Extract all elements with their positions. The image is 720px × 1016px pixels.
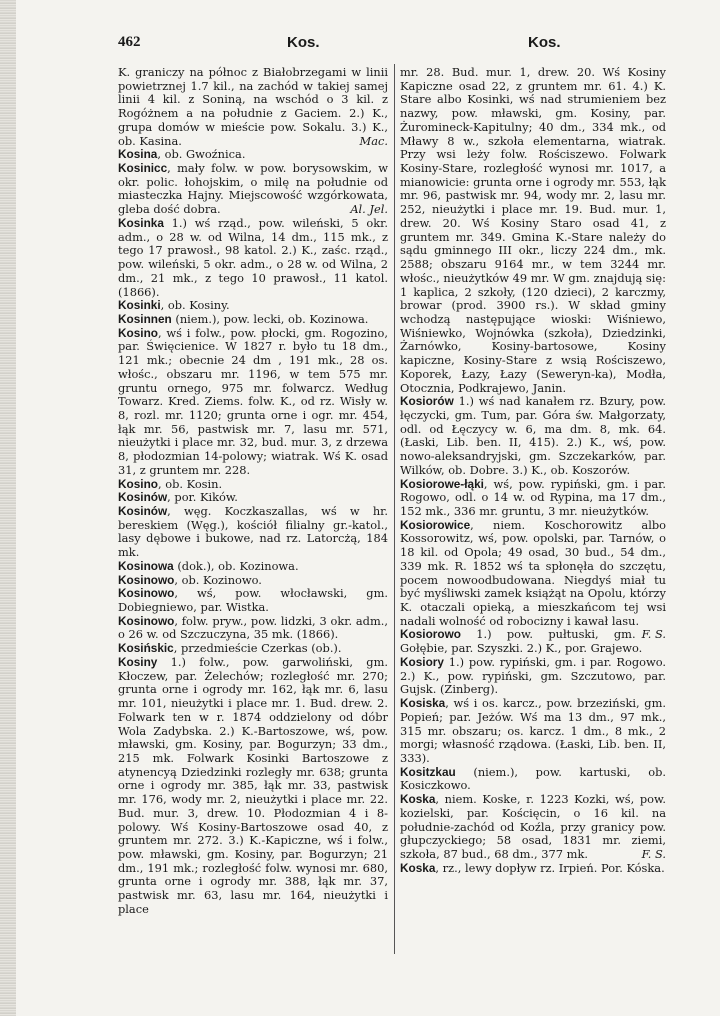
dictionary-entry xyxy=(118,327,388,478)
dictionary-entry xyxy=(118,560,388,574)
entry-headword: Kosinicc xyxy=(118,161,168,176)
dictionary-entry xyxy=(118,656,388,917)
entry-text: (niem.), pow. lecki, ob. Kozinowa. xyxy=(171,311,369,326)
entry-headword: Kositzkau xyxy=(400,764,456,779)
column-divider xyxy=(394,64,395,954)
entry-text: (niem.), pow. kartuski, ob. Kosiczkowo. xyxy=(400,764,666,793)
entry-headword: Kosinnen xyxy=(118,311,172,326)
entry-headword: Kosinki xyxy=(118,298,161,313)
entry-headword: Kosiorów xyxy=(400,394,454,409)
dictionary-entry xyxy=(400,697,666,766)
dictionary-entry xyxy=(118,587,388,614)
entry-headword: Kosiska xyxy=(400,696,446,711)
dictionary-entry xyxy=(118,574,388,588)
dictionary-entry xyxy=(118,217,388,299)
entry-text: K. graniczy na północ z Białobrzegami w linii powietrznej 1.7 kil., na zachód w takiej samej linii 4 kil. z Soniną, na wschód o 3 kil. z Rogóżnem a na południe z Gaciem. 2.) K., grupa domów w mieście pow. Sokalu. 3.) K., ob. Kasina. xyxy=(118,65,388,148)
entry-text: , wś i os. karcz., pow. brzeziński, gm. Popień; par. Jeżów. Wś ma 13 dm., 97 mk., 315 mr. obszaru; os. karcz. 1 dm., 8 mk., 2 morgi; własność rządowa. (Łaski, Lib. ben. II, 333). xyxy=(400,696,666,765)
entry-text: , wś, pow. rypiński, gm. i par. Rogowo, odl. o 14 w. od Rypina, ma 17 dm., 152 mk., 336 mr. gruntu, 3 mr. nieużytków. xyxy=(400,476,666,518)
entry-text: , ob. Kosiny. xyxy=(160,298,230,313)
dictionary-entry xyxy=(400,478,666,519)
dictionary-entry xyxy=(118,615,388,642)
entry-text: 1.) pow. pułtuski, gm. Gołębie, par. Szyszki. 2.) K., por. Grajewo. xyxy=(400,627,643,656)
entry-text: 1.) folw., pow. garwoliński, gm. Kłoczew, par. Żelechów; rozległość mr. 270; grunta orne i ogrody mr. 162, łąk mr. 6, lasu mr. 101, nieużytki i place mr. 1. Bud. drew. 2. Folwark ten w r. 1874 oddzielony od dóbr Wola Zadybska. 2.) K.-Bartoszowe, wś, pow. mławski, gm. Kosiny, par. Bogurzyn; 33 dm., 215 mk. Folwark Kosinki Bartoszowe z atynencyą Dziedzinki rozległy mr. 638; grunta orne i ogrody mr. 385, łąk mr. 33, pastwisk mr. 176, wody mr. 2, nieużytki i place mr. 22. Bud. mur. 3, drew. 10. Płodozmian 4 i 8-polowy. Wś Kosiny-Bartoszowe osad 40, z gruntem mr. 272. 3.) K.-Kapiczne, wś i folw., pow. mławski, gm. Kosiny, par. Bogurzyn; 21 dm., 191 mk.; rozległość folw. wynosi mr. 680, grunta orne i ogrody mr. 388, łąk mr. 37, pastwisk mr. 63, lasu mr. 164, nieużytki i place xyxy=(118,654,388,916)
dictionary-entry xyxy=(400,66,666,395)
entry-text: , ob. Kozinowo. xyxy=(174,572,262,587)
entry-headword: Kosinowa xyxy=(118,558,174,573)
dictionary-entry xyxy=(118,148,388,162)
author-signature: Al. Jel. xyxy=(350,202,388,217)
entry-text: , niem. Koske, r. 1223 Kozki, wś, pow. kozielski, par. Kościęcin, o 16 kil. na południe-zachód od Koźla, przy granicy pow. głupczyckiego; 58 osad, 1831 mr. ziemi, szkoła, 87 bud., 68 dm., 377 mk. xyxy=(400,792,666,861)
entry-headword: Kosiorowe-łąki xyxy=(400,476,484,491)
author-signature: F. S. xyxy=(641,627,666,642)
dictionary-entry xyxy=(118,491,388,505)
entry-headword: Kosino xyxy=(118,476,158,491)
entry-text: 1.) pow. rypiński, gm. i par. Rogowo. 2.) K., pow. rypiński, gm. Szczutowo, par. Gujsk. (Zinberg). xyxy=(400,654,666,697)
entry-text: 1.) wś nad kanałem rz. Bzury, pow. łęczycki, gm. Tum, par. Góra św. Małgorzaty, odl. od Łęczycy w. 6, ma dm. 8, mk. 64. (Łaski, Lib. ben. II, 415). 2.) K., wś, pow. nowo-aleksandryjski, gm. Szczekarków, par. Wilków, ob. Dobre. 3.) K., ob. Koszorów. xyxy=(400,394,666,477)
dictionary-entry xyxy=(400,628,666,655)
entry-headword: Kosinowo xyxy=(118,572,175,587)
entry-headword: Kosinowo xyxy=(118,613,175,628)
author-signature: Mac. xyxy=(359,133,388,148)
entry-headword: Koska xyxy=(400,860,436,875)
dictionary-entry xyxy=(118,299,388,313)
entry-headword: Kosiny xyxy=(118,654,158,669)
entry-text: , węg. Koczkaszallas, wś w hr. bereskiem (Węg.), kościół filialny gr.-katol., lasy dębowe i bukowe, nad rz. Latorcżą, 184 mk. xyxy=(118,504,388,560)
page-number: 462 xyxy=(118,34,141,50)
dictionary-entry xyxy=(118,313,388,327)
entry-text: , przedmieście Czerkas (ob.). xyxy=(173,641,342,656)
entry-text: , ob. Kosin. xyxy=(157,476,223,491)
entry-text: , por. Kików. xyxy=(167,490,238,505)
entry-text: , folw. pryw., pow. lidzki, 3 okr. adm., o 26 w. od Szczuczyna, 35 mk. (1866). xyxy=(118,613,388,642)
dictionary-entry xyxy=(118,162,388,217)
dictionary-entry xyxy=(118,642,388,656)
entry-headword: Kosino xyxy=(118,325,158,340)
entry-text: mr. 28. Bud. mur. 1, drew. 20. Wś Kosiny Kapiczne osad 22, z gruntem mr. 61. 4.) K. Stare albo Kosinki, wś nad strumieniem bez nazwy, pow. mławski, gm. Kosiny, par. Żuromineck-Kapitulny; 40 dm., 334 mk., od Mławy 8 w., szkoła elementarna, wiatrak. Przy wsi leży folw. Rościszewo. Folwark Kosiny-Stare, rozległość wynosi mr. 1017, a mianowicie: grunta orne i ogrody mr. 553, łąk mr. 96, pastwisk mr. 94, wody mr. 2, lasu mr. 252, nieużytki i place mr. 19. Bud. mur. 1, drew. 20. Wś Kosiny Staro osad 41, z gruntem mr. 349. Gmina K.-Stare należy do sądu gminnego III okr., liczy 224 dm., mk. 2588; obszaru 9164 mr., w tem 3244 mr. włośc., nieużytków 49 mr. W gm. znajdują się: 1 kaplica, 2 szkoły, (120 dzieci), 2 karczmy, browar (prod. 3900 rs.). W skład gminy wchodzą następujące wioski: Wiśniewo, Wiśniewko, Wojnówka (szkoła), Dziedzinki, Żarnówko, Kosiny-bartosowe, Kosiny kapiczne, Kosiny-Stare z wsią Rościszewo, Koporek, Łazy, Łazy (Seweryn-ka), Modła, Otocznia, Podkrajewo, Janin. xyxy=(400,65,666,395)
entry-headword: Kosinowo xyxy=(118,586,175,601)
entry-text: , niem. Koschorowitz albo Kossorowitz, wś, pow. opolski, par. Tarnów, o 18 kil. od Opola; 49 osad, 30 bud., 54 dm., 339 mk. R. 1852 wś ta spłonęła do szczętu, pocem nowoodbudowana. Niegdyś miał tu być myśliwski zamek książąt na Opolu, którzy K. otaczali opieką, a mieszkańcom tej wsi nadali wolność od robocizny i kawał lasu. xyxy=(400,517,666,628)
running-head-left: Kos. xyxy=(287,34,320,51)
entry-text: , ob. Gwoźnica. xyxy=(157,147,246,162)
dictionary-entry xyxy=(400,395,666,477)
entry-text: 1.) wś rząd., pow. wileński, 5 okr. adm., o 28 w. od Wilna, 14 dm., 115 mk., z tego 17 prawosł., 98 katol. 2.) K., zaśc. rząd., pow. wileński, 5 okr. adm., o 28 w. od Wilna, 2 dm., 21 mk., z tego 10 prawosł., 11 katol. (1866). xyxy=(118,215,388,299)
dictionary-entry xyxy=(400,656,666,697)
entry-headword: Kosińskic xyxy=(118,641,174,656)
entry-headword: Kosinów xyxy=(118,504,168,518)
dictionary-entry xyxy=(400,862,666,876)
entry-headword: Kosinka xyxy=(118,215,164,230)
left-column xyxy=(118,66,388,917)
entry-headword: Koska xyxy=(400,792,436,807)
dictionary-entry xyxy=(118,505,388,560)
dictionary-entry xyxy=(118,478,388,492)
entry-text: , wś i folw., pow. płocki, gm. Rogozino, par. Święcienice. W 1827 r. było tu 18 dm., 121 mk.; obecnie 24 dm , 191 mk., 28 os. włośc., obszaru mr. 1196, w tem 575 mr. gruntu ornego, 975 mr. folwarcz. Według Towarz. Kred. Ziems. folw. K., od rz. Wisły w. 8, rozl. mr. 1120; grunta orne i ogr. mr. 454, łąk mr. 56, pastwisk mr. 7, lasu mr. 571, nieużytki i place mr. 32, bud. mur. 3, z drzewa 8, płodozmian 14-polowy; wiatrak. Wś K. osad 31, z gruntem mr. 228. xyxy=(118,325,388,477)
entry-text: , wś, pow. włocławski, gm. Dobiegniewo, par. Wistka. xyxy=(118,586,388,615)
entry-text: , rz., lewy dopływ rz. Irpień. Por. Kóska. xyxy=(435,860,665,875)
running-head-right: Kos. xyxy=(528,34,561,51)
entry-headword: Kosina xyxy=(118,147,158,162)
entry-headword: Kosiory xyxy=(400,654,444,669)
author-signature: F. S. xyxy=(641,846,666,861)
entry-headword: Kosinów xyxy=(118,490,168,505)
page-binding-edge xyxy=(0,0,16,1016)
entry-headword: Kosiorowo xyxy=(400,627,461,642)
dictionary-entry xyxy=(118,66,388,148)
dictionary-entry xyxy=(400,793,666,862)
entry-text: (dok.), ob. Kozinowa. xyxy=(173,558,299,573)
right-column xyxy=(400,66,666,875)
page-header xyxy=(0,34,720,56)
dictionary-entry xyxy=(400,766,666,793)
entry-text: , mały folw. w pow. borysowskim, w okr. polic. łohojskim, o milę na południe od miasteczka Hajny. Miejscowość wzgórkowata, gleba dość dobra. xyxy=(118,161,388,217)
entry-headword: Kosiorowice xyxy=(400,517,471,532)
